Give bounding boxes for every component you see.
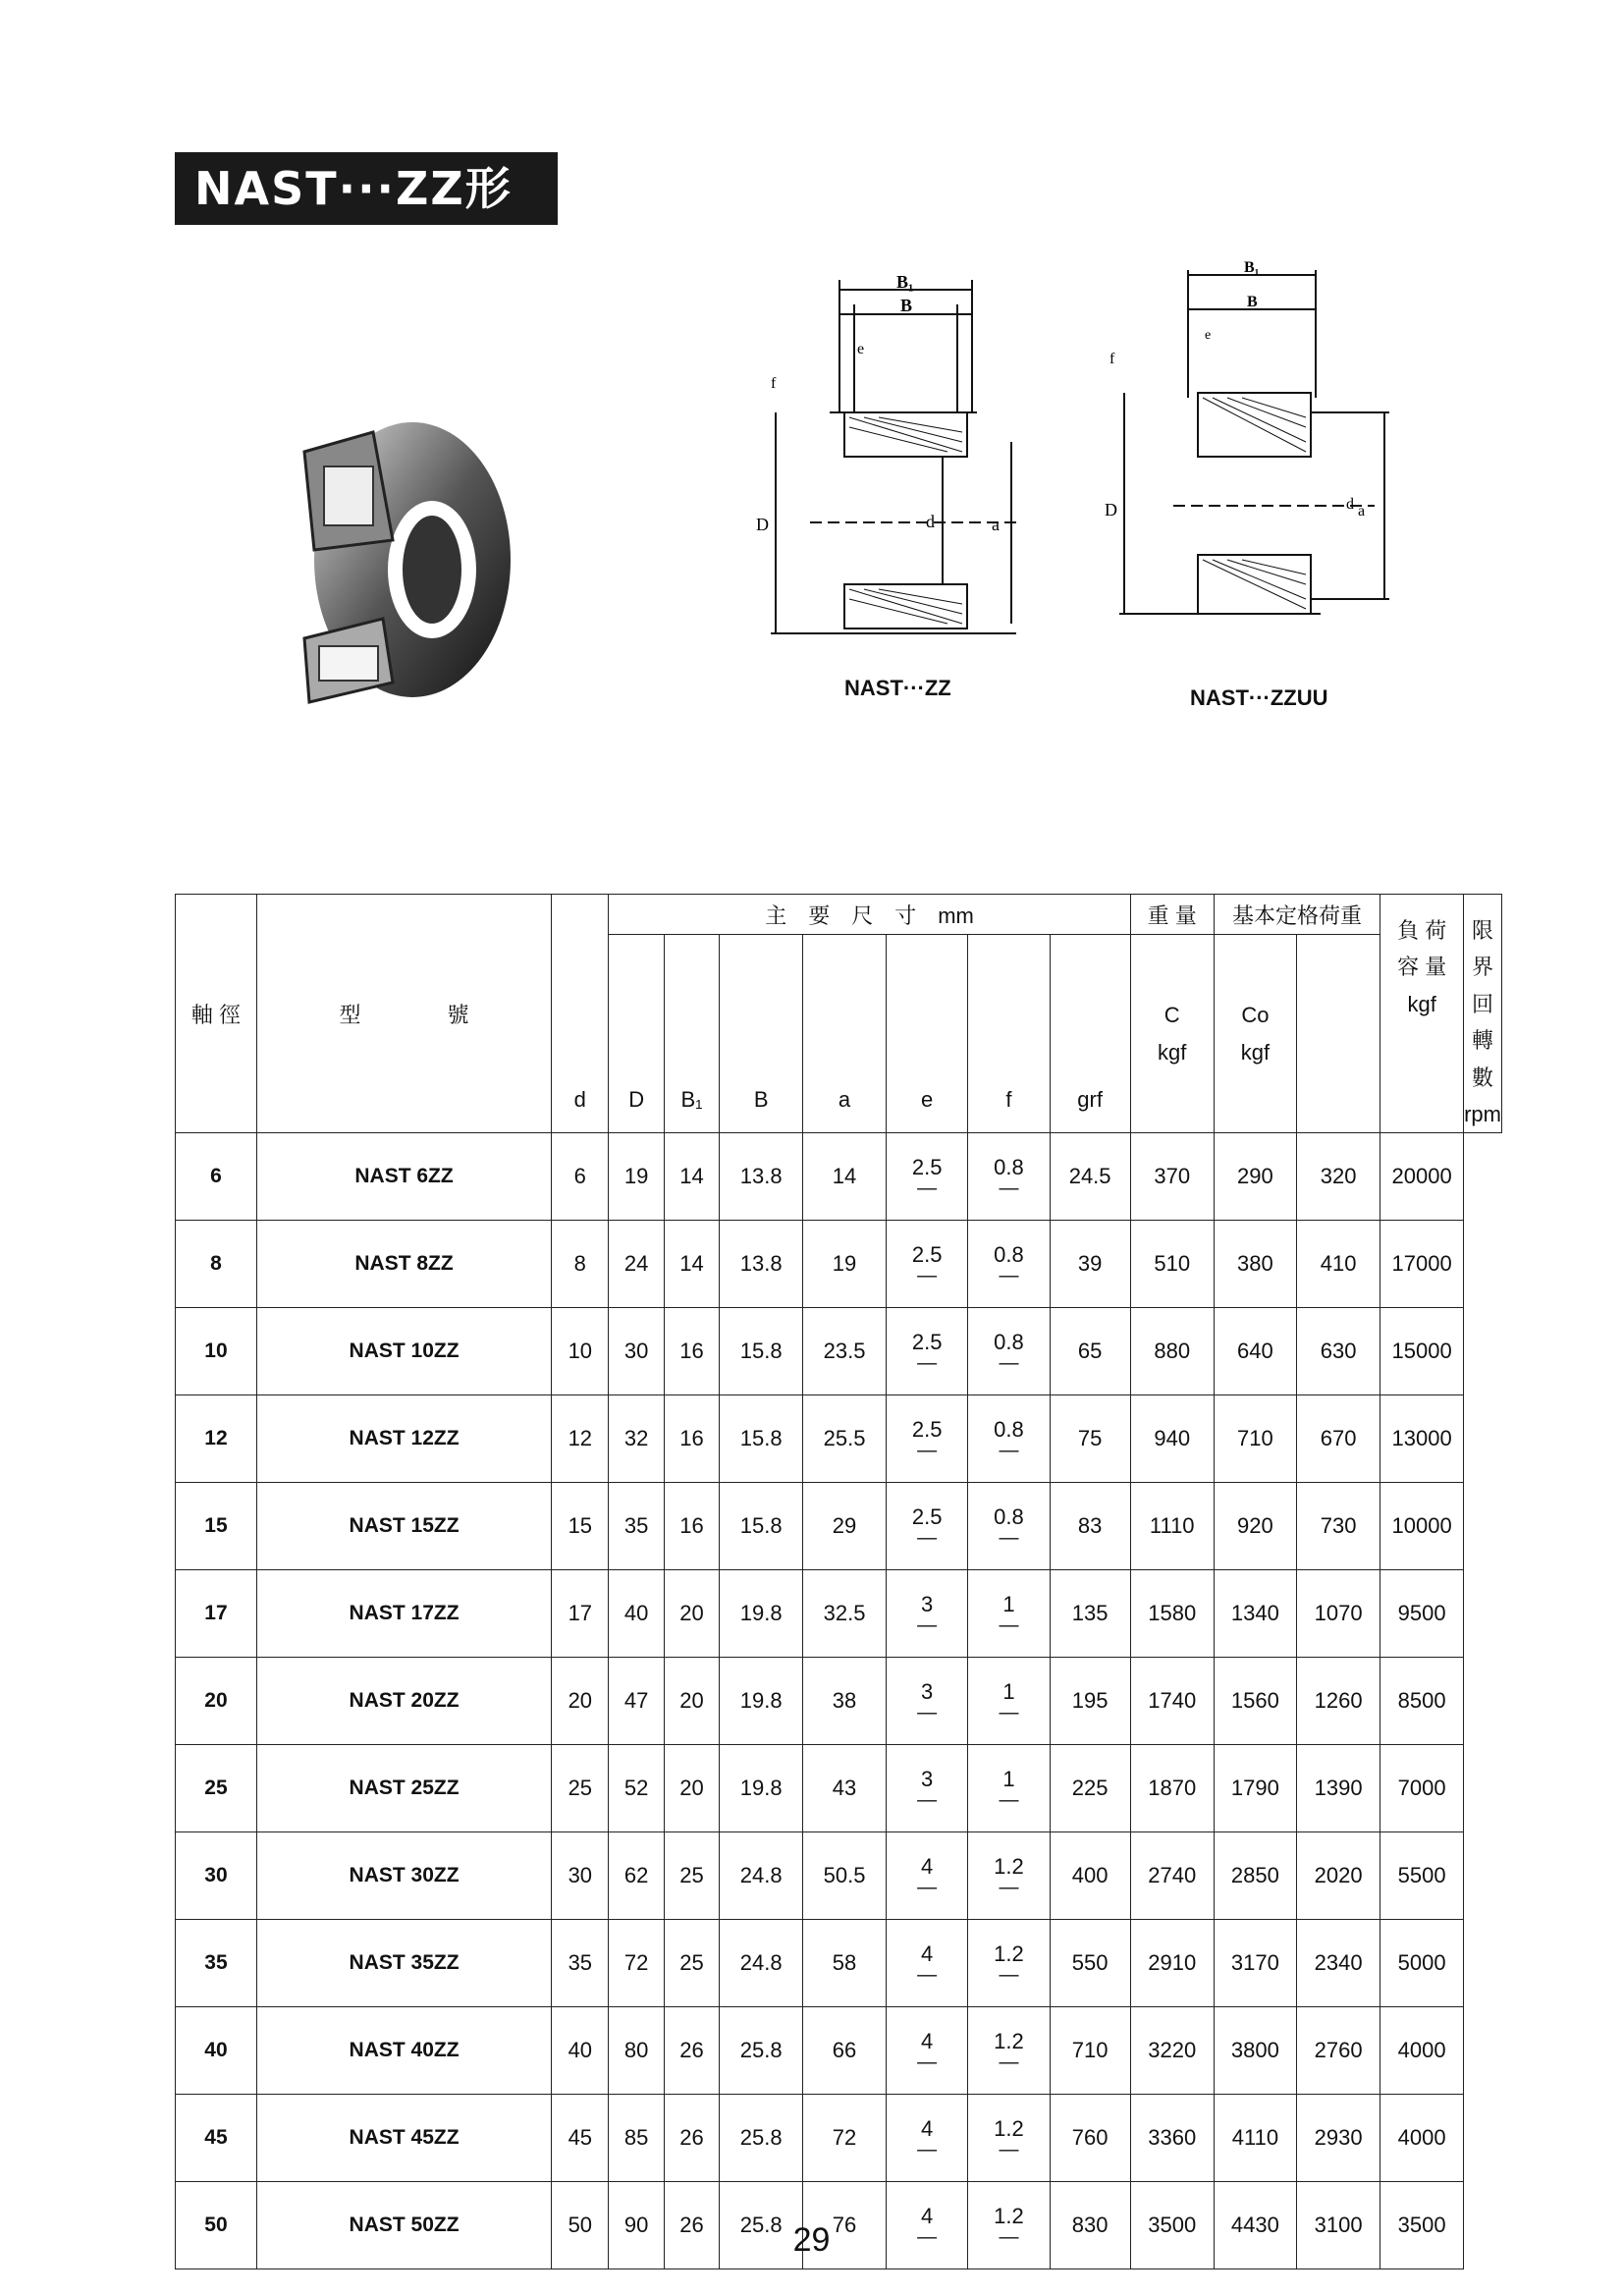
cell-f: 1.2 — [968,1920,1050,2007]
cell-d: 45 [552,2095,609,2182]
cell-d: 35 [552,1920,609,2007]
cell-f: 0.8 — [968,1483,1050,1570]
cell-cap: 2340 [1297,1920,1380,2007]
cell-f: 1 — [968,1570,1050,1658]
cell-grf: 225 [1050,1745,1130,1832]
dim-b-r: B [1247,294,1258,310]
cell-b: 15.8 [720,1395,803,1483]
cell-grf: 710 [1050,2007,1130,2095]
cell-a: 32.5 [803,1570,887,1658]
page-number: 29 [792,2221,831,2259]
dim-e-r: e [1205,328,1212,343]
cell-b: 25.8 [720,2182,803,2269]
col-weight: 重 量 [1130,895,1214,935]
cell-e: 4 — [886,2095,967,2182]
limit-speed-label: 限 界 回轉數 [1472,918,1494,1090]
cell-b1: 26 [664,2182,719,2269]
cell-b1: 25 [664,1832,719,1920]
col-a: a [803,935,887,1133]
cell-e: 4 — [886,2007,967,2095]
cell-shaft: 30 [176,1832,257,1920]
cell-e: 3 — [886,1570,967,1658]
cell-rpm: 17000 [1380,1221,1464,1308]
cell-cap: 1390 [1297,1745,1380,1832]
cell-d: 80 [609,2007,664,2095]
cell-shaft: 45 [176,2095,257,2182]
cell-f: 1 — [968,1658,1050,1745]
cell-d: 50 [552,2182,609,2269]
col-B1: B₁ [664,935,719,1133]
cell-co: 3170 [1214,1920,1296,2007]
table-row [176,1658,1502,1745]
cell-c: 1870 [1130,1745,1214,1832]
cell-b: 15.8 [720,1308,803,1395]
cell-model: NAST 35ZZ [256,1920,551,2007]
cell-d: 19 [609,1133,664,1221]
cell-e: 2.5 — [886,1221,967,1308]
cell-model: NAST 6ZZ [256,1133,551,1221]
cell-f: 0.8 — [968,1221,1050,1308]
col-limit-speed [1464,895,1502,1133]
dim-b1-r: B₁ [1244,260,1260,276]
dim-a: a [992,515,1000,534]
cell-co: 290 [1214,1133,1296,1221]
cell-cap: 670 [1297,1395,1380,1483]
cell-f: 0.8 — [968,1133,1050,1221]
cell-grf: 75 [1050,1395,1130,1483]
col-f: f [968,935,1050,1133]
cell-co: 4430 [1214,2182,1296,2269]
cell-f: 1.2 — [968,2007,1050,2095]
cell-shaft: 6 [176,1133,257,1221]
cell-b: 15.8 [720,1483,803,1570]
cell-f: 0.8 — [968,1395,1050,1483]
load-cap-label: 負 荷 容 量 [1397,918,1447,980]
cell-shaft: 50 [176,2182,257,2269]
cell-b: 25.8 [720,2007,803,2095]
cell-model: NAST 15ZZ [256,1483,551,1570]
cell-d: 17 [552,1570,609,1658]
cell-d: 52 [609,1745,664,1832]
cell-co: 3800 [1214,2007,1296,2095]
cell-cap: 2020 [1297,1832,1380,1920]
cell-a: 19 [803,1221,887,1308]
cell-model: NAST 30ZZ [256,1832,551,1920]
col-shaft: 軸 徑 [176,895,257,1133]
cell-d: 62 [609,1832,664,1920]
cell-rpm: 3500 [1380,2182,1464,2269]
cell-d: 90 [609,2182,664,2269]
cell-d: 35 [609,1483,664,1570]
cell-c: 1740 [1130,1658,1214,1745]
cell-d: 25 [552,1745,609,1832]
cell-co: 1340 [1214,1570,1296,1658]
cell-grf: 400 [1050,1832,1130,1920]
col-d: d [552,895,609,1133]
cell-a: 23.5 [803,1308,887,1395]
cell-grf: 83 [1050,1483,1130,1570]
diagram-nast-zzuu [1095,260,1419,633]
dim-D: D [756,515,769,534]
cell-f: 1 — [968,1745,1050,1832]
cell-model: NAST 17ZZ [256,1570,551,1658]
cell-co: 710 [1214,1395,1296,1483]
dim-d-label-r: d [1346,496,1354,513]
cell-b1: 25 [664,1920,719,2007]
cell-c: 3220 [1130,2007,1214,2095]
cell-d: 30 [552,1832,609,1920]
cell-rpm: 4000 [1380,2007,1464,2095]
cell-e: 2.5 — [886,1308,967,1395]
cell-b1: 20 [664,1658,719,1745]
cell-c: 880 [1130,1308,1214,1395]
cell-b: 24.8 [720,1832,803,1920]
col-grf: grf [1050,935,1130,1133]
cell-f: 1.2 — [968,2182,1050,2269]
cell-cap: 2760 [1297,2007,1380,2095]
cell-model: NAST 45ZZ [256,2095,551,2182]
table-row [176,2095,1502,2182]
cell-d: 20 [552,1658,609,1745]
cell-c: 370 [1130,1133,1214,1221]
cell-d: 30 [609,1308,664,1395]
cell-e: 4 — [886,1920,967,2007]
table-row [176,1308,1502,1395]
cell-b: 19.8 [720,1570,803,1658]
cell-f: 1.2 — [968,1832,1050,1920]
cell-b1: 26 [664,2095,719,2182]
cell-b1: 14 [664,1221,719,1308]
diagram-label-zz: NAST···ZZ [844,676,951,700]
cell-b1: 20 [664,1745,719,1832]
col-main-dims: 主 要 尺 寸 mm [609,895,1130,935]
cell-a: 66 [803,2007,887,2095]
cell-cap: 320 [1297,1133,1380,1221]
cell-c: 2910 [1130,1920,1214,2007]
col-D: D [609,935,664,1133]
cell-d: 40 [552,2007,609,2095]
cell-shaft: 35 [176,1920,257,2007]
cell-shaft: 10 [176,1308,257,1395]
cell-d: 24 [609,1221,664,1308]
col-load-rating: 基本定格荷重 [1214,895,1380,935]
cell-shaft: 12 [176,1395,257,1483]
cell-a: 43 [803,1745,887,1832]
table-row [176,1920,1502,2007]
cell-d: 6 [552,1133,609,1221]
cell-rpm: 8500 [1380,1658,1464,1745]
cell-model: NAST 12ZZ [256,1395,551,1483]
load-cap-unit: kgf [1407,991,1436,1016]
cell-b1: 16 [664,1483,719,1570]
table-row [176,1832,1502,1920]
cell-b1: 16 [664,1308,719,1395]
cell-e: 4 — [886,1832,967,1920]
cell-shaft: 8 [176,1221,257,1308]
cell-a: 58 [803,1920,887,2007]
cell-d: 10 [552,1308,609,1395]
cell-cap: 630 [1297,1308,1380,1395]
cell-a: 72 [803,2095,887,2182]
cell-a: 29 [803,1483,887,1570]
page-title: NAST···ZZ形 [175,152,558,225]
c-unit: kgf [1158,1039,1187,1065]
cell-cap: 1260 [1297,1658,1380,1745]
cell-a: 50.5 [803,1832,887,1920]
cell-shaft: 15 [176,1483,257,1570]
cell-rpm: 5000 [1380,1920,1464,2007]
cell-grf: 195 [1050,1658,1130,1745]
cell-f: 1.2 — [968,2095,1050,2182]
cell-c: 940 [1130,1395,1214,1483]
dim-b: B [900,296,913,315]
cell-cap: 730 [1297,1483,1380,1570]
table-row [176,1221,1502,1308]
cell-model: NAST 8ZZ [256,1221,551,1308]
cell-b: 24.8 [720,1920,803,2007]
cell-rpm: 20000 [1380,1133,1464,1221]
cell-grf: 65 [1050,1308,1130,1395]
diagram-label-zzuu: NAST···ZZUU [1190,685,1328,710]
cell-grf: 830 [1050,2182,1130,2269]
co-unit: kgf [1240,1039,1271,1065]
spec-table [175,894,1502,2269]
cell-rpm: 4000 [1380,2095,1464,2182]
cell-cap: 1070 [1297,1570,1380,1658]
col-load-cap [1380,895,1464,1133]
cell-co: 380 [1214,1221,1296,1308]
cell-grf: 550 [1050,1920,1130,2007]
cell-b1: 16 [664,1395,719,1483]
table-row [176,1395,1502,1483]
cell-b: 13.8 [720,1221,803,1308]
cell-e: 3 — [886,1745,967,1832]
cell-b1: 26 [664,2007,719,2095]
table-row [176,2007,1502,2095]
cell-co: 640 [1214,1308,1296,1395]
col-Co [1214,935,1296,1133]
cell-e: 4 — [886,2182,967,2269]
cell-d: 72 [609,1920,664,2007]
table-row [176,1133,1502,1221]
cell-rpm: 13000 [1380,1395,1464,1483]
cell-c: 1110 [1130,1483,1214,1570]
table-row [176,1745,1502,1832]
cell-rpm: 5500 [1380,1832,1464,1920]
cell-b1: 20 [664,1570,719,1658]
cell-b1: 14 [664,1133,719,1221]
cell-rpm: 7000 [1380,1745,1464,1832]
cell-b: 25.8 [720,2095,803,2182]
cell-shaft: 17 [176,1570,257,1658]
cell-cap: 3100 [1297,2182,1380,2269]
cell-c: 2740 [1130,1832,1214,1920]
cell-e: 2.5 — [886,1483,967,1570]
cell-grf: 135 [1050,1570,1130,1658]
cell-b: 19.8 [720,1658,803,1745]
cell-b: 19.8 [720,1745,803,1832]
bearing-photo [285,412,515,712]
dim-D-r: D [1105,500,1117,519]
cell-rpm: 9500 [1380,1570,1464,1658]
cell-c: 3500 [1130,2182,1214,2269]
cell-d: 12 [552,1395,609,1483]
cell-c: 3360 [1130,2095,1214,2182]
cell-co: 1560 [1214,1658,1296,1745]
dim-a-r: a [1358,503,1366,519]
cell-d: 40 [609,1570,664,1658]
cell-co: 4110 [1214,2095,1296,2182]
cell-a: 38 [803,1658,887,1745]
cell-model: NAST 10ZZ [256,1308,551,1395]
cell-shaft: 40 [176,2007,257,2095]
cell-model: NAST 50ZZ [256,2182,551,2269]
cell-e: 2.5 — [886,1133,967,1221]
cell-a: 76 [803,2182,887,2269]
dim-f-r: f [1109,351,1115,367]
cell-rpm: 15000 [1380,1308,1464,1395]
c-label: C [1163,1003,1180,1028]
col-e: e [886,935,967,1133]
cell-b: 13.8 [720,1133,803,1221]
col-C [1130,935,1214,1133]
dim-f: f [771,375,777,392]
cell-f: 0.8 — [968,1308,1050,1395]
cell-co: 1790 [1214,1745,1296,1832]
cell-model: NAST 40ZZ [256,2007,551,2095]
cell-e: 3 — [886,1658,967,1745]
dim-d: d [926,512,935,531]
cell-cap: 2930 [1297,2095,1380,2182]
dim-b1: B₁ [896,272,914,292]
cell-model: NAST 20ZZ [256,1658,551,1745]
cell-rpm: 10000 [1380,1483,1464,1570]
cell-d: 15 [552,1483,609,1570]
table-row [176,1570,1502,1658]
cell-model: NAST 25ZZ [256,1745,551,1832]
dim-e: e [857,341,865,357]
cell-a: 14 [803,1133,887,1221]
col-B: B [720,935,803,1133]
cell-c: 1580 [1130,1570,1214,1658]
cell-d: 32 [609,1395,664,1483]
cell-d: 47 [609,1658,664,1745]
diagram-nast-zz [751,270,1065,653]
table-row [176,1483,1502,1570]
cell-e: 2.5 — [886,1395,967,1483]
cell-c: 510 [1130,1221,1214,1308]
co-label: Co [1241,1003,1270,1028]
cell-shaft: 25 [176,1745,257,1832]
cell-co: 2850 [1214,1832,1296,1920]
cell-grf: 39 [1050,1221,1130,1308]
cell-grf: 24.5 [1050,1133,1130,1221]
cell-co: 920 [1214,1483,1296,1570]
cell-d: 85 [609,2095,664,2182]
cell-shaft: 20 [176,1658,257,1745]
cell-a: 25.5 [803,1395,887,1483]
col-model: 型 號 [256,895,551,1133]
cell-d: 8 [552,1221,609,1308]
cell-grf: 760 [1050,2095,1130,2182]
limit-speed-unit: rpm [1464,1101,1501,1126]
cell-cap: 410 [1297,1221,1380,1308]
